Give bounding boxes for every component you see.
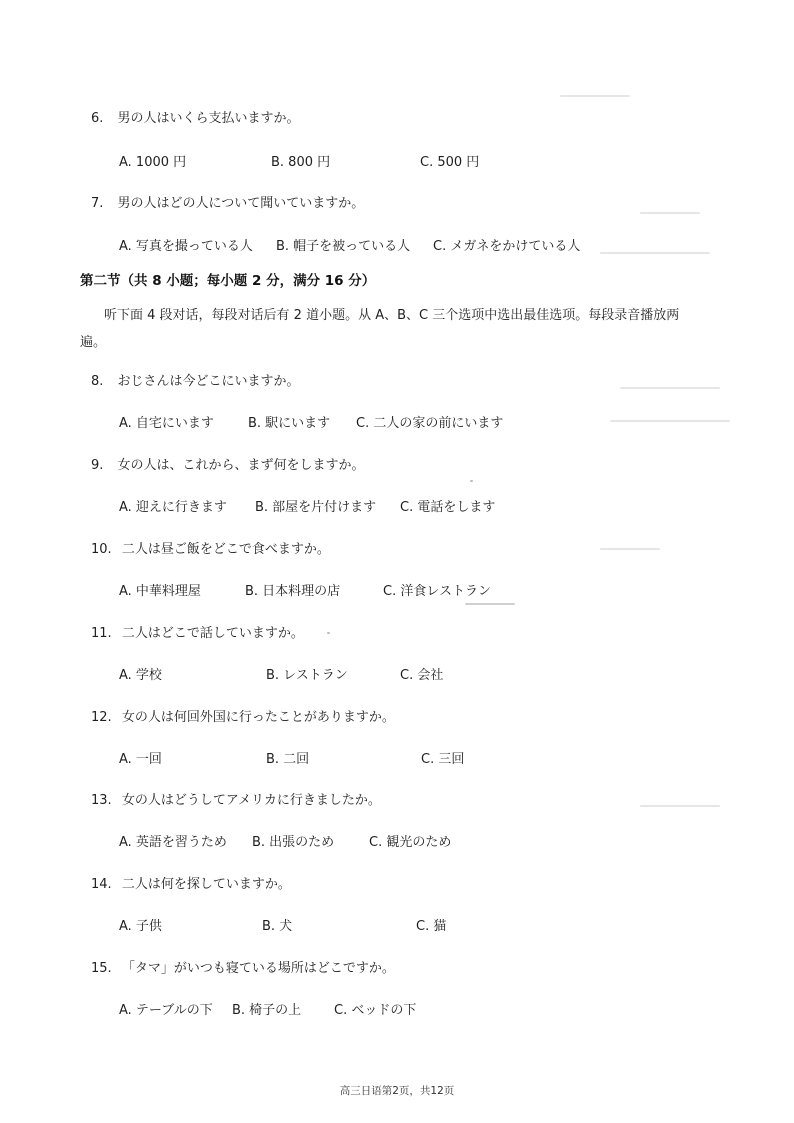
question-text: 「タマ」がいつも寝ている場所はどこですか。 xyxy=(121,961,395,976)
question-number: 14. xyxy=(91,877,112,892)
question-7 xyxy=(91,192,364,211)
question-number: 11. xyxy=(91,626,112,641)
bleed-mark xyxy=(640,805,720,807)
scan-speck xyxy=(327,632,330,634)
question-text: 二人は何を探していますか。 xyxy=(121,877,291,892)
q8-option-b[interactable]: B. 駅にいます xyxy=(248,416,331,431)
q14-option-c[interactable]: C. 猫 xyxy=(416,919,447,934)
question-12 xyxy=(91,706,395,725)
q8-option-c[interactable]: C. 二人の家の前にいます xyxy=(356,416,504,431)
bleed-mark xyxy=(560,95,630,97)
q15-option-a[interactable]: A. テーブルの下 xyxy=(119,1003,213,1018)
question-text: 女の人は、これから、まず何をしますか。 xyxy=(117,458,365,473)
q11-option-a[interactable]: A. 学校 xyxy=(119,668,162,683)
question-number: 7. xyxy=(91,196,104,211)
question-14 xyxy=(91,873,291,892)
q10-option-a[interactable]: A. 中華料理屋 xyxy=(119,584,201,599)
q7-option-c[interactable]: C. メガネをかけている人 xyxy=(433,239,581,254)
q12-option-b[interactable]: B. 二回 xyxy=(266,752,310,767)
q12-option-a[interactable]: A. 一回 xyxy=(119,752,162,767)
question-number: 13. xyxy=(91,793,112,808)
question-6 xyxy=(91,107,300,126)
question-number: 6. xyxy=(91,111,104,126)
section-title: 第二节（共 8 小题；每小题 2 分，满分 16 分） xyxy=(80,273,376,289)
question-number: 10. xyxy=(91,542,112,557)
q7-option-b[interactable]: B. 帽子を被っている人 xyxy=(276,239,411,254)
q9-option-a[interactable]: A. 迎えに行きます xyxy=(119,500,227,515)
scan-smudge xyxy=(465,603,515,605)
bleed-mark xyxy=(640,212,700,214)
question-11 xyxy=(91,622,304,641)
q14-option-a[interactable]: A. 子供 xyxy=(119,919,162,934)
question-number: 12. xyxy=(91,710,112,725)
question-8 xyxy=(91,370,300,389)
q6-option-b[interactable]: B. 800 円 xyxy=(271,155,331,170)
q9-option-b[interactable]: B. 部屋を片付けます xyxy=(255,500,377,515)
q14-option-b[interactable]: B. 犬 xyxy=(262,919,293,934)
question-text: 男の人はいくら支払いますか。 xyxy=(117,111,300,126)
scan-speck xyxy=(470,480,473,482)
q13-option-a[interactable]: A. 英語を習うため xyxy=(119,835,227,850)
q13-option-c[interactable]: C. 観光のため xyxy=(369,835,452,850)
question-text: 男の人はどの人について聞いていますか。 xyxy=(117,196,365,211)
q7-option-a[interactable]: A. 写真を撮っている人 xyxy=(119,239,253,254)
question-10 xyxy=(91,538,330,557)
q12-option-c[interactable]: C. 三回 xyxy=(421,752,465,767)
q13-option-b[interactable]: B. 出張のため xyxy=(252,835,335,850)
bleed-mark xyxy=(600,548,660,550)
question-number: 15. xyxy=(91,961,112,976)
q15-option-b[interactable]: B. 椅子の上 xyxy=(232,1003,302,1018)
page-footer: 高三日语第2页，共12页 xyxy=(339,1085,455,1097)
section-instruction-line1: 听下面 4 段对话，每段对话后有 2 道小题。从 A、B、C 三个选项中选出最佳选项。每段录音播放两 xyxy=(104,308,680,323)
q9-option-c[interactable]: C. 電話をします xyxy=(400,500,496,515)
q11-option-c[interactable]: C. 会社 xyxy=(400,668,444,683)
bleed-mark xyxy=(620,387,720,389)
question-number: 8. xyxy=(91,374,104,389)
question-text: 女の人はどうしてアメリカに行きましたか。 xyxy=(121,793,381,808)
q8-option-a[interactable]: A. 自宅にいます xyxy=(119,416,214,431)
q6-option-c[interactable]: C. 500 円 xyxy=(420,155,480,170)
q10-option-c[interactable]: C. 洋食レストラン xyxy=(383,584,491,599)
question-9 xyxy=(91,454,365,473)
question-text: 女の人は何回外国に行ったことがありますか。 xyxy=(121,710,395,725)
question-text: 二人はどこで話していますか。 xyxy=(121,626,304,641)
q11-option-b[interactable]: B. レストラン xyxy=(266,668,348,683)
q10-option-b[interactable]: B. 日本料理の店 xyxy=(245,584,341,599)
section-instruction-line2: 遍。 xyxy=(80,335,107,350)
question-text: おじさんは今どこにいますか。 xyxy=(117,374,300,389)
question-15 xyxy=(91,957,395,976)
question-13 xyxy=(91,789,381,808)
q6-option-a[interactable]: A. 1000 円 xyxy=(119,155,187,170)
bleed-mark xyxy=(600,252,710,254)
question-text: 二人は昼ご飯をどこで食べますか。 xyxy=(121,542,330,557)
q15-option-c[interactable]: C. ベッドの下 xyxy=(334,1003,417,1018)
bleed-mark xyxy=(610,420,730,422)
question-number: 9. xyxy=(91,458,104,473)
